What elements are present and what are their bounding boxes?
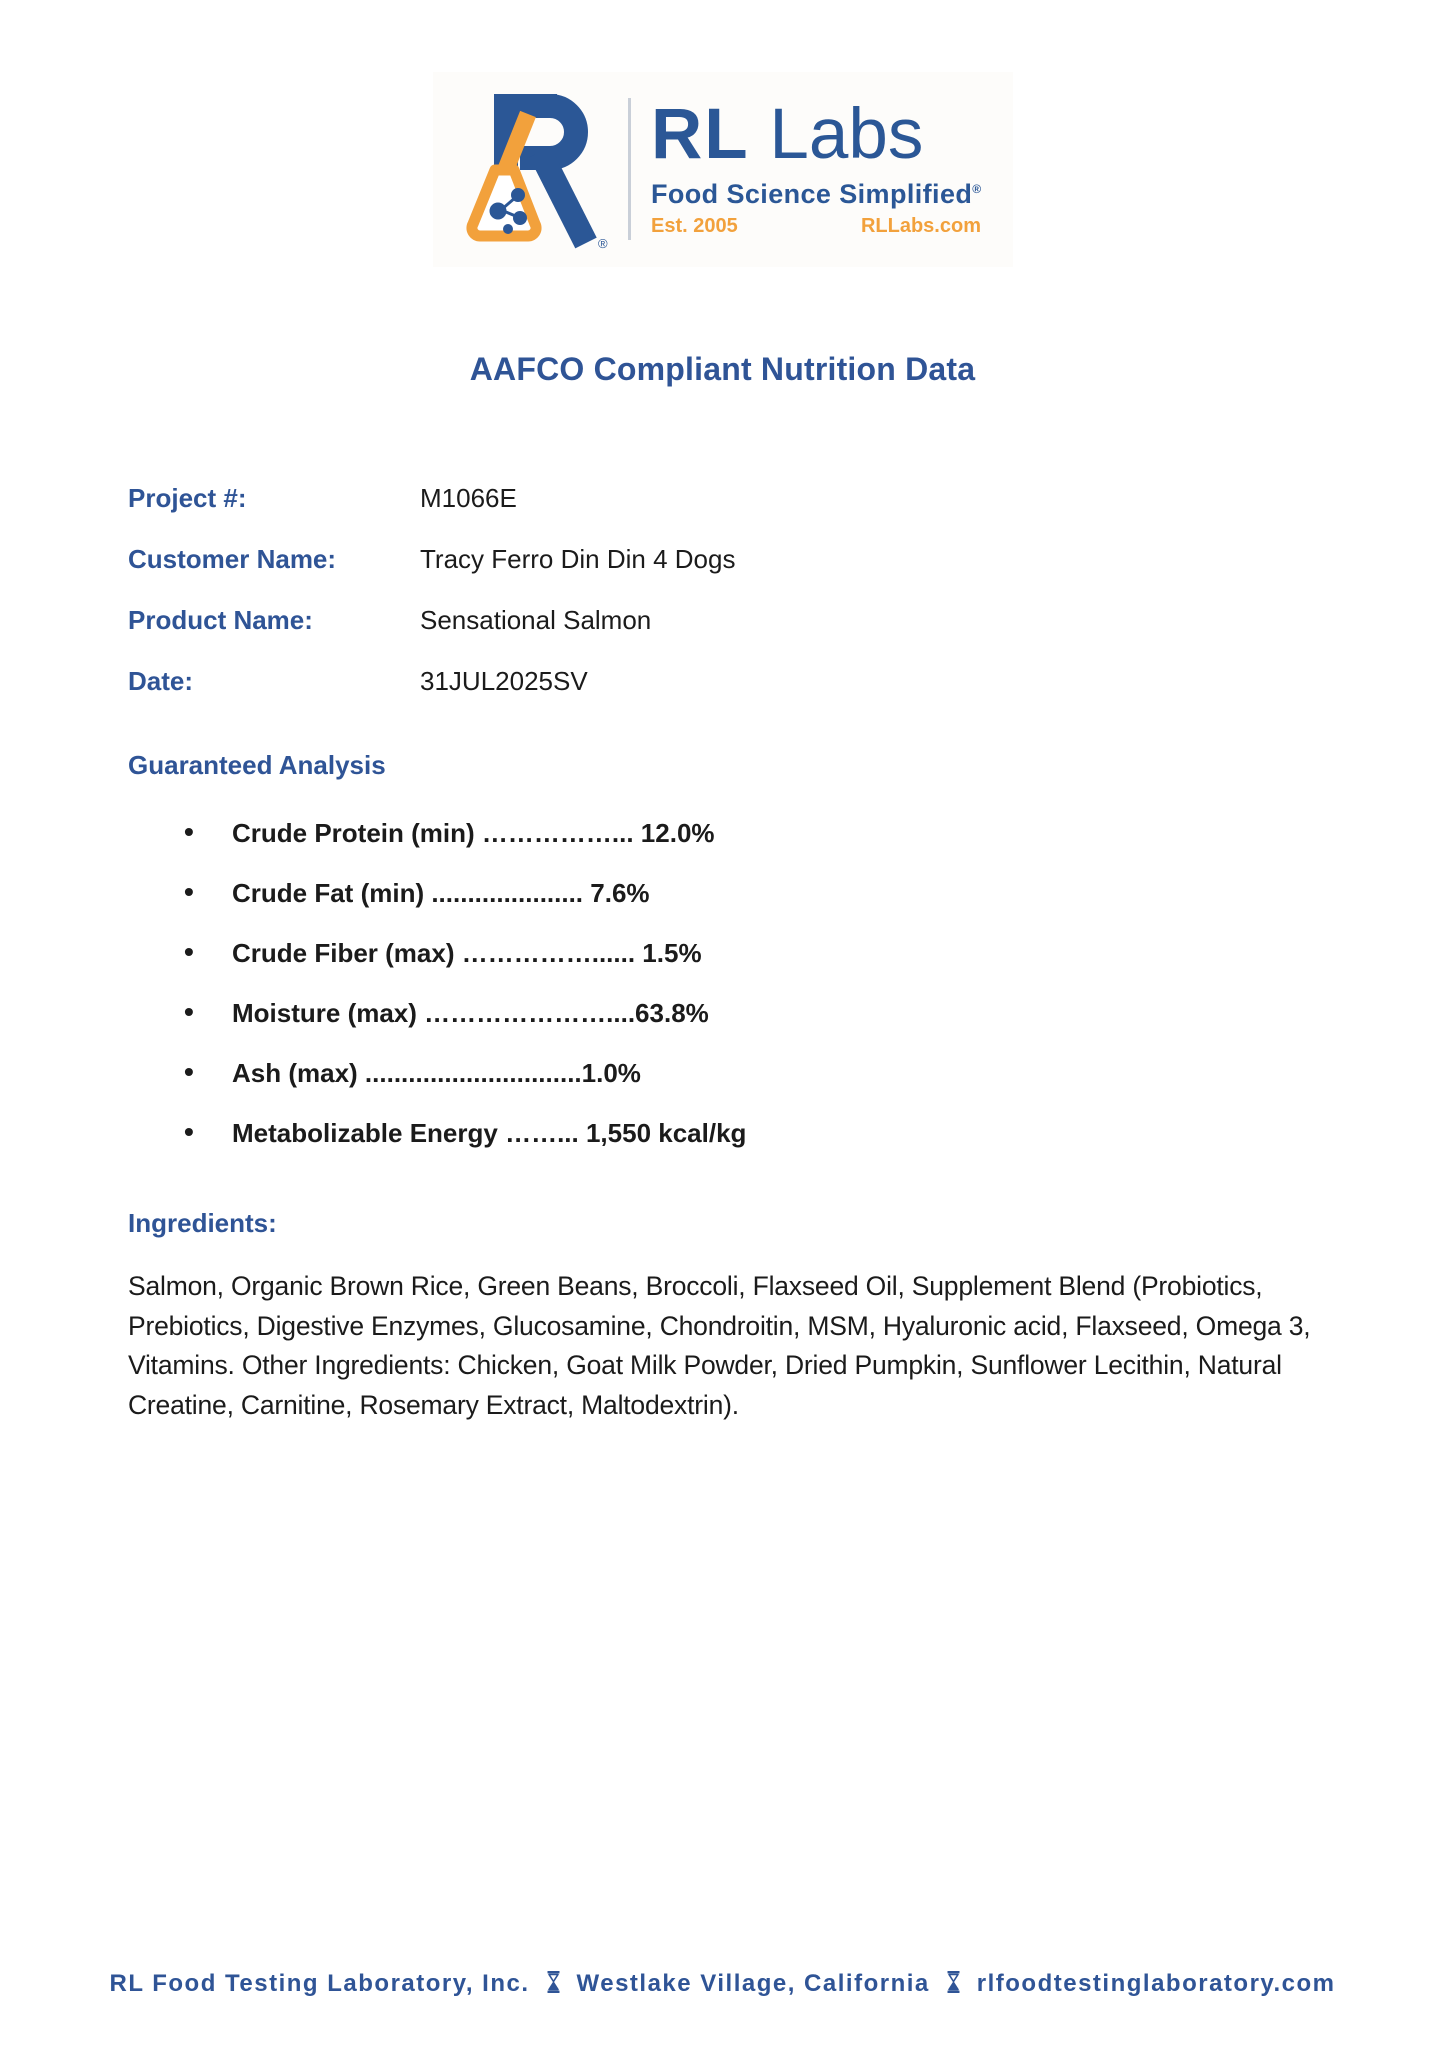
logo-divider (628, 98, 631, 240)
logo-bottom-row (651, 215, 981, 238)
ingredients-line: Prebiotics, Digestive Enzymes, Glucosamine, Chondroitin, MSM, Hyaluronic acid, Flaxseed, Omega 3, (128, 1310, 1311, 1341)
info-label: Product Name: (128, 605, 313, 635)
project-info (128, 484, 1317, 695)
guaranteed-analysis-section (128, 751, 1317, 1147)
info-row-date (128, 667, 1317, 695)
rl-flask-monogram-icon (464, 86, 614, 251)
info-label: Customer Name: (128, 544, 337, 574)
ingredients-section (128, 1209, 1317, 1425)
footer-location: Westlake Village, California (576, 1970, 930, 1997)
dot-leader: .............................. (357, 1058, 582, 1088)
hourglass-icon (546, 1971, 561, 2000)
info-value: M1066E (420, 483, 517, 513)
guaranteed-analysis-list (128, 819, 1317, 1147)
logo-website: RLLabs.com (860, 214, 981, 237)
dot-leader: ………………….... (416, 998, 636, 1028)
logo-name (651, 94, 981, 174)
page-title: AAFCO Compliant Nutrition Data (469, 351, 976, 387)
analysis-value: 63.8% (635, 998, 709, 1028)
registered-mark: ® (972, 181, 982, 196)
guaranteed-analysis-heading: Guaranteed Analysis (128, 750, 386, 780)
analysis-value: 1,550 kcal/kg (585, 1118, 747, 1148)
hourglass-icon (946, 1971, 961, 2000)
dot-leader: ……... (497, 1118, 586, 1148)
page-footer (0, 1970, 1445, 2000)
footer-company: RL Food Testing Laboratory, Inc. (109, 1970, 530, 1997)
footer-website: rlfoodtestinglaboratory.com (976, 1970, 1336, 1997)
list-item: • Crude Fat (min) ..................... 7.6% (128, 879, 1317, 907)
info-row-product (128, 606, 1317, 634)
logo-name-light: Labs (749, 94, 924, 174)
ingredients-heading: Ingredients: (128, 1208, 277, 1238)
ingredients-line: Vitamins. Other Ingredients: Chicken, Goat Milk Powder, Dried Pumpkin, Sunflower Lecithin, Natural (128, 1350, 1282, 1380)
analysis-value: 1.0% (581, 1058, 641, 1088)
list-item: • Crude Protein (min) ……………... 12.0% (128, 819, 1317, 847)
analysis-value: 1.5% (642, 938, 702, 968)
logo-established: Est. 2005 (651, 214, 738, 237)
ingredients-paragraph (128, 1267, 1317, 1425)
list-item: • Metabolizable Energy ……... 1,550 kcal/kg (128, 1119, 1317, 1147)
list-item: • Moisture (max) …………………....63.8% (128, 999, 1317, 1027)
analysis-value: 7.6% (590, 878, 650, 908)
logo-tagline: Food Science Simplified® (651, 178, 982, 209)
info-row-customer (128, 545, 1317, 573)
info-label: Date: (128, 666, 194, 696)
logo-name-bold: RL (651, 94, 750, 174)
info-row-project (128, 484, 1317, 512)
ingredients-line: Creatine, Carnitine, Rosemary Extract, Maltodextrin). (128, 1389, 739, 1420)
info-value: Tracy Ferro Din Din 4 Dogs (420, 544, 736, 574)
analysis-value: 12.0% (640, 818, 715, 848)
info-value: Sensational Salmon (420, 605, 652, 635)
company-logo (433, 72, 1013, 267)
info-label: Project #: (128, 483, 247, 513)
registered-mark-icon: ® (598, 236, 608, 251)
logo-text (651, 94, 982, 238)
list-item: • Crude Fiber (max) ……………...... 1.5% (128, 939, 1317, 967)
ingredients-line: Salmon, Organic Brown Rice, Green Beans, Broccoli, Flaxseed Oil, Supplement Blend (Probiotics, (128, 1271, 1263, 1301)
list-item: • Ash (max) ..............................1.0% (128, 1059, 1317, 1087)
dot-leader: ……………...... (454, 938, 643, 968)
dot-leader: ..................... (424, 878, 591, 908)
dot-leader: ……………... (474, 818, 641, 848)
info-value: 31JUL2025SV (420, 666, 588, 696)
